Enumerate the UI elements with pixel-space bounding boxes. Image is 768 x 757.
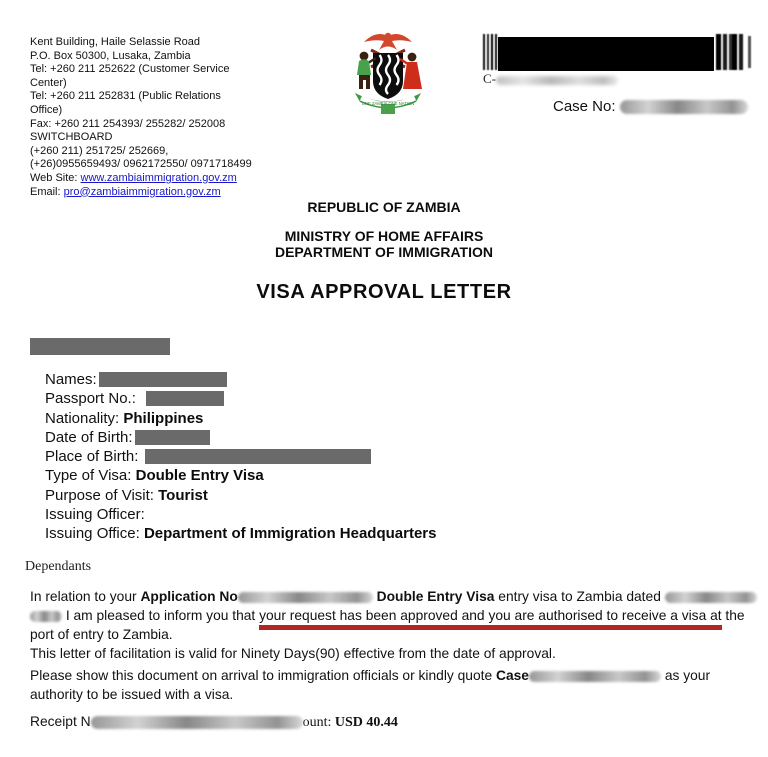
field-label: Date of Birth: <box>45 428 133 446</box>
approval-line-1 <box>30 587 760 606</box>
field-label: Purpose of Visit: <box>45 486 159 504</box>
heading-ministry: MINISTRY OF HOME AFFAIRS <box>284 228 484 244</box>
receipt-no-redaction <box>91 716 303 729</box>
address-line: Fax: +260 211 254393/ 255282/ 252008 <box>30 117 226 130</box>
case-no-redaction <box>620 100 748 114</box>
date-redaction-continued <box>30 611 62 622</box>
amount-value: USD 40.44 <box>334 715 398 730</box>
zambia-coat-of-arms <box>328 26 448 132</box>
field-date-of-birth <box>45 428 437 447</box>
date-redaction <box>665 592 757 603</box>
approval-paragraph <box>30 587 760 663</box>
case-no-line <box>553 98 748 115</box>
field-passport <box>45 389 437 408</box>
field-label: Nationality: <box>45 409 124 427</box>
date-redaction-bar <box>30 338 170 355</box>
body-text: Please show this document on arrival to immigration officials or kindly quote <box>30 668 496 683</box>
dependants-label: Dependants <box>25 559 92 574</box>
visa-type-bold: Double Entry Visa <box>376 589 495 604</box>
website-label: Web Site: <box>30 171 81 184</box>
field-label: Passport No.: <box>45 390 141 408</box>
applicant-fields <box>45 370 437 544</box>
field-label: Type of Visa: <box>45 467 136 485</box>
field-purpose <box>45 486 437 505</box>
body-text: entry visa to Zambia dated <box>494 589 665 604</box>
heading-republic: REPUBLIC OF ZAMBIA <box>307 199 461 215</box>
address-line: Kent Building, Haile Selassie Road <box>30 36 200 48</box>
address-line: (+26)0955659493/ 0962172550/ 0971718499 <box>30 158 252 171</box>
email-label: Email: <box>30 185 64 198</box>
body-text: I am pleased to inform you that <box>62 608 260 623</box>
emblem-motto: ONE ZAMBIA ONE NATION <box>361 101 415 106</box>
amount-label: ount: <box>302 715 335 730</box>
address-line: SWITCHBOARD <box>30 131 113 144</box>
validity-line: This letter of facilitation is valid for Ninety Days(90) effective from the date of approval. <box>30 646 556 661</box>
field-label: Issuing Officer: <box>45 506 145 524</box>
barcode-stripe-tail <box>748 36 751 68</box>
barcode-redaction <box>483 31 755 73</box>
field-value: Tourist <box>158 486 208 504</box>
receipt-label: Receipt N <box>30 714 91 729</box>
field-label: Names: <box>45 371 97 388</box>
website-link[interactable]: www.zambiaimmigration.gov.zm <box>80 171 237 184</box>
field-nationality <box>45 409 437 428</box>
case-label-bold: Case <box>496 668 529 683</box>
barcode-stripes-right <box>716 34 744 70</box>
case-code-line <box>483 71 618 87</box>
field-names <box>45 370 437 389</box>
case-code-prefix: C- <box>483 71 496 86</box>
field-place-of-birth <box>45 447 437 466</box>
field-value: Department of Immigration Headquarters <box>143 525 437 543</box>
address-line: (+260 211) 251725/ 252669, <box>30 144 169 157</box>
field-label: Place of Birth: <box>45 448 143 466</box>
field-label: Issuing Office: <box>45 525 144 543</box>
passport-redaction-bar <box>146 391 224 406</box>
letter-title: VISA APPROVAL LETTER <box>256 281 512 303</box>
case-code-redaction <box>496 76 618 85</box>
instruction-line-2: authority to be issued with a visa. <box>30 687 234 702</box>
address-line: Tel: +260 211 252831 (Public Relations <box>30 90 221 103</box>
body-text: the <box>721 608 745 623</box>
names-redaction-bar <box>99 372 227 387</box>
approved-underlined-text: your request has been approved and you are authorised to receive a visa at <box>259 608 722 630</box>
address-line: P.O. Box 50300, Lusaka, Zambia <box>30 49 191 62</box>
approval-line-2 <box>30 606 760 625</box>
case-no-label: Case No: <box>553 98 616 115</box>
address-line: Office) <box>30 103 63 116</box>
instruction-line-1 <box>30 666 760 685</box>
pob-redaction-bar <box>145 449 371 464</box>
heading-department: DEPARTMENT OF IMMIGRATION <box>274 244 494 260</box>
approval-line-3: port of entry to Zambia. <box>30 627 173 642</box>
field-issuing-office <box>45 524 437 543</box>
field-value: Double Entry Visa <box>135 467 264 485</box>
instruction-paragraph <box>30 666 760 704</box>
dob-redaction-bar <box>135 430 210 445</box>
letterhead-address <box>30 36 280 199</box>
barcode-blackout-box <box>498 37 714 71</box>
case-ref-redaction <box>529 671 661 682</box>
barcode-stripes-left <box>483 34 498 70</box>
address-line: Tel: +260 211 252622 (Customer Service <box>30 63 230 76</box>
email-line <box>30 186 280 200</box>
coat-of-arms-graphic <box>328 26 448 132</box>
address-line: Center) <box>30 76 67 89</box>
website-line <box>30 172 280 186</box>
email-link[interactable]: pro@zambiaimmigration.gov.zm <box>63 185 221 198</box>
field-visa-type <box>45 466 437 485</box>
body-text: as your <box>660 668 711 683</box>
application-no-redaction <box>238 592 373 603</box>
field-value: Philippines <box>123 409 204 427</box>
body-text: In relation to your <box>30 589 141 604</box>
field-issuing-officer <box>45 505 437 524</box>
application-no-label: Application No <box>140 589 238 604</box>
receipt-line <box>30 714 398 731</box>
